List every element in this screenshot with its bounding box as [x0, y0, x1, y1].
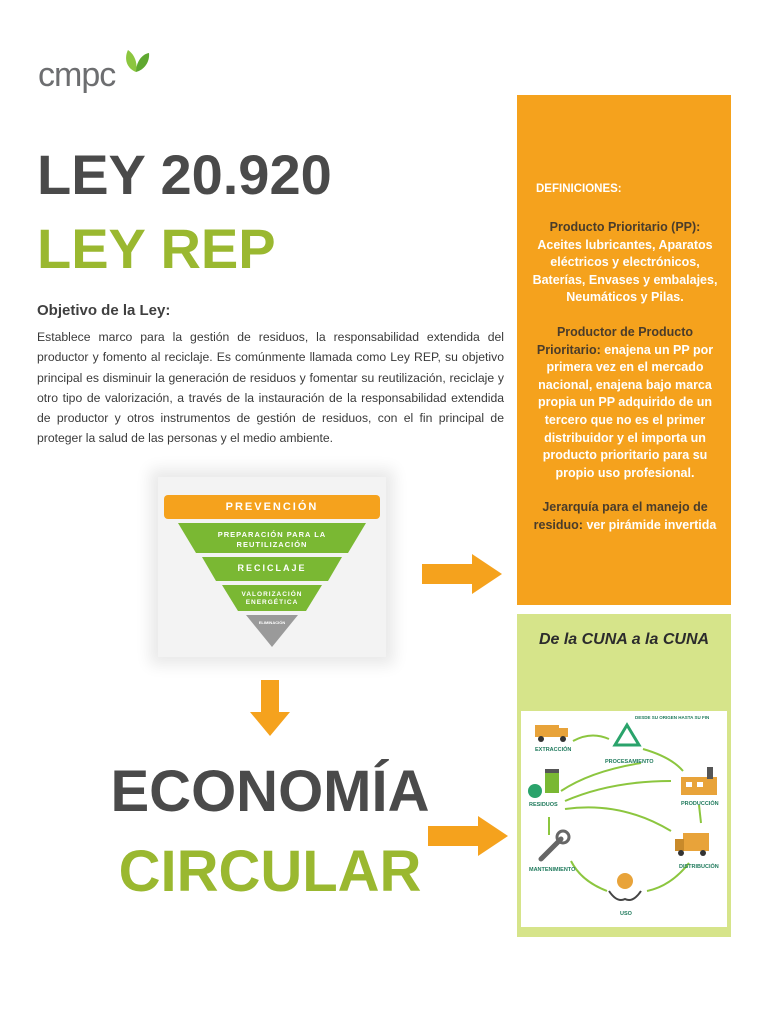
- factory-icon: [681, 767, 717, 795]
- leaf-icon: [122, 48, 150, 74]
- logo-text: cmpc: [38, 56, 116, 94]
- circular-economy-title-line1: ECONOMÍA: [110, 759, 430, 824]
- pyramid-level-energy: [222, 585, 322, 611]
- mixer-truck-icon: [535, 725, 568, 742]
- stage-distribucion: DISTRIBUCIÓN: [679, 864, 719, 870]
- law-name-title: LEY REP: [37, 217, 276, 280]
- producer-definition: [531, 324, 719, 482]
- recycle-icon: [615, 725, 639, 745]
- pp-text: Aceites lubricantes, Aparatos eléctricos y electrónicos, Baterías, Envases y embalajes, Neumáticos y Pilas.: [532, 237, 718, 305]
- delivery-truck-icon: [675, 833, 709, 856]
- stage-produccion: PRODUCCIÓN: [681, 801, 719, 807]
- cradle-to-cradle-title: De la CUNA a la CUNA: [538, 631, 710, 648]
- pyramid-label-valorization: VALORIZACIÓN: [241, 591, 303, 598]
- pp-term: Producto Prioritario (PP):: [549, 220, 701, 234]
- stage-extraccion: EXTRACCIÓN: [535, 747, 572, 753]
- lifecycle-caption: DESDE SU ORIGEN HASTA SU FIN: [635, 715, 710, 720]
- stage-mantenimiento: MANTENIMIENTO: [529, 867, 576, 873]
- hierarchy-text: ver pirámide invertida: [586, 517, 717, 532]
- waste-hierarchy-pyramid: [158, 477, 386, 657]
- arrow-down-icon: [248, 678, 292, 738]
- producer-term: Productor de Producto Prioritario:: [536, 324, 694, 357]
- pyramid-label-energy: ENERGÉTICA: [245, 599, 299, 606]
- hierarchy-term: Jerarquía para el manejo de residuo:: [533, 500, 708, 532]
- producer-text: enajena un PP por primera vez en el mercado nacional, enajena bajo marca propia un PP adquirido de un tercero que no es el primer distribuidor y el importa un producto prioritario para su propio uso profesional.: [537, 342, 714, 480]
- stage-residuos: RESIDUOS: [529, 802, 558, 808]
- pyramid-label-elimination: ELIMINACIÓN: [258, 620, 286, 625]
- pyramid-label-prevention: PREVENCIÓN: [225, 501, 319, 513]
- wrench-icon: [541, 831, 569, 859]
- objective-heading: Objetivo de la Ley:: [37, 302, 171, 319]
- arrow-right-icon: [420, 552, 506, 596]
- pyramid-label-reuse: REUTILIZACIÓN: [236, 540, 308, 549]
- stage-uso: USO: [620, 911, 632, 917]
- pyramid-label-preparation: PREPARACIÓN PARA LA: [217, 530, 327, 539]
- definitions-heading: DEFINICIONES:: [536, 183, 622, 195]
- definitions-body: [531, 219, 719, 535]
- stage-procesamiento: PROCESAMIENTO: [605, 759, 654, 765]
- pyramid-label-recycling: RECICLAJE: [237, 563, 307, 573]
- definitions-panel: [517, 95, 731, 605]
- lifecycle-diagram: [521, 711, 727, 927]
- pp-definition: [531, 219, 719, 307]
- hierarchy-definition: [531, 499, 719, 534]
- objective-text: Establece marco para la gestión de residuos, la responsabilidad extendida del productor y fomento al reciclaje. Es comúnmente llamada como Ley REP, su objetivo principal es disminuir la generación de residuos y fomentar su reutilización, reciclaje y otro tipo de valorización, a través de la instauración de la responsabilidad extendida de productor y otros instrumentos de gestión de residuos, con el fin principal de proteger la salud de las personas y el medio ambiente.: [37, 330, 504, 446]
- law-number-title: LEY 20.920: [37, 143, 332, 206]
- cmpc-logo: [38, 46, 158, 96]
- cradle-to-cradle-panel: [517, 614, 731, 937]
- circular-economy-title-line2: CIRCULAR: [118, 839, 422, 904]
- coin-hands-icon: [609, 873, 641, 900]
